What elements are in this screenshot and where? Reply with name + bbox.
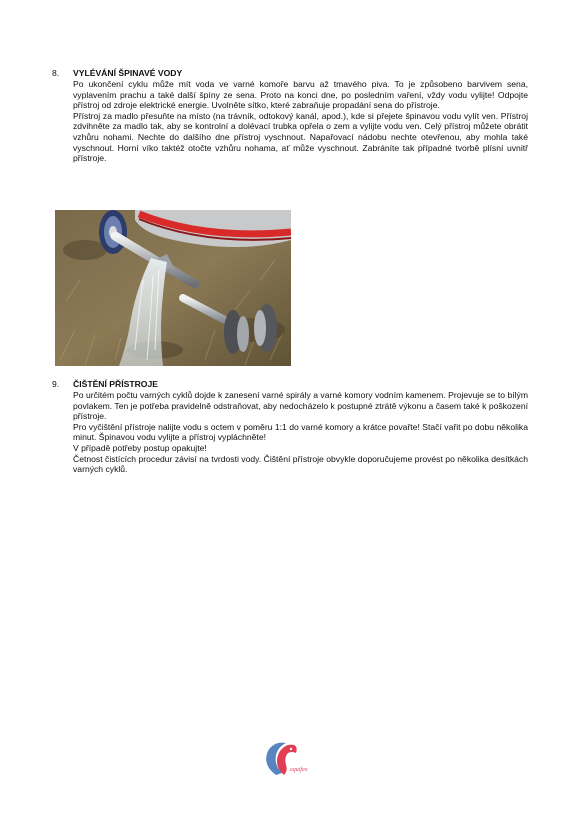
paragraph: Po ukončení cyklu může mít voda ve varné komoře barvu až tmavého piva. To je způsobeno barvivem sena, vyplavením prachu a také další špíny ze sena. Proto na konci dne, po posledním vaření, vždy vodu vylijte! Odpojte přístroj od zdroje elektrické energie. Uvolněte sítko, které zabraňuje propadání sena do přístroje. [73, 79, 528, 111]
section-number: 8. [52, 68, 60, 78]
section-body [73, 79, 528, 164]
paragraph: Četnost čistících procedur závisí na tvrdosti vody. Čištění přístroje obvykle doporučujeme provést po několika desítkách varných cyklů. [73, 453, 528, 475]
logo-text: equifeo [290, 767, 308, 773]
paragraph: Přístroj za madlo přesuňte na místo (na trávník, odtokový kanál, apod.), kde si přejete špinavou vodu vylít ven. Přístroj zdvihněte za madlo tak, aby se kontrolní a dolévací trubka opřela o zem a vylijte vodu ven. Celý přístroj můžete obrátit vzhůru nohami. Nechte do dalšího dne přístroj vyschnout. Napařovací nádobu nechte otevřenou, aby mohla také vyschnout. Horní víko taktéž otočte vzhůru nohama, ať může vyschnout. Zabráníte tak případné tvorbě plísní uvnitř přístroje. [73, 110, 528, 164]
section-number: 9. [52, 379, 60, 389]
draining-photo [55, 210, 291, 366]
section-body [73, 390, 528, 475]
photo-illustration [55, 210, 291, 366]
section-heading: VYLÉVÁNÍ ŠPINAVÉ VODY [73, 68, 183, 78]
equifeo-logo [260, 739, 316, 783]
section-heading: ČIŠTĚNÍ PŘÍSTROJE [73, 379, 158, 389]
paragraph: Po určitém počtu varných cyklů dojde k zanesení varné spirály a varné komory vodním kamenem. Projevuje se to bílým povlakem. Ten je potřeba pravidelně odstraňovat, aby nedocházelo k postupné ztrátě výkonu a časem také k poškození přístroje. [73, 390, 528, 422]
paragraph: V případě potřeby postup opakujte! [73, 442, 207, 453]
horse-logo-icon [260, 739, 316, 783]
paragraph: Pro vyčištění přístroje nalijte vodu s octem v poměru 1:1 do varné komory a krátce povařte! Stačí vařit po dobu několika minut. Špinavou vodu vylijte a přístroj vypláchněte! [73, 421, 528, 443]
